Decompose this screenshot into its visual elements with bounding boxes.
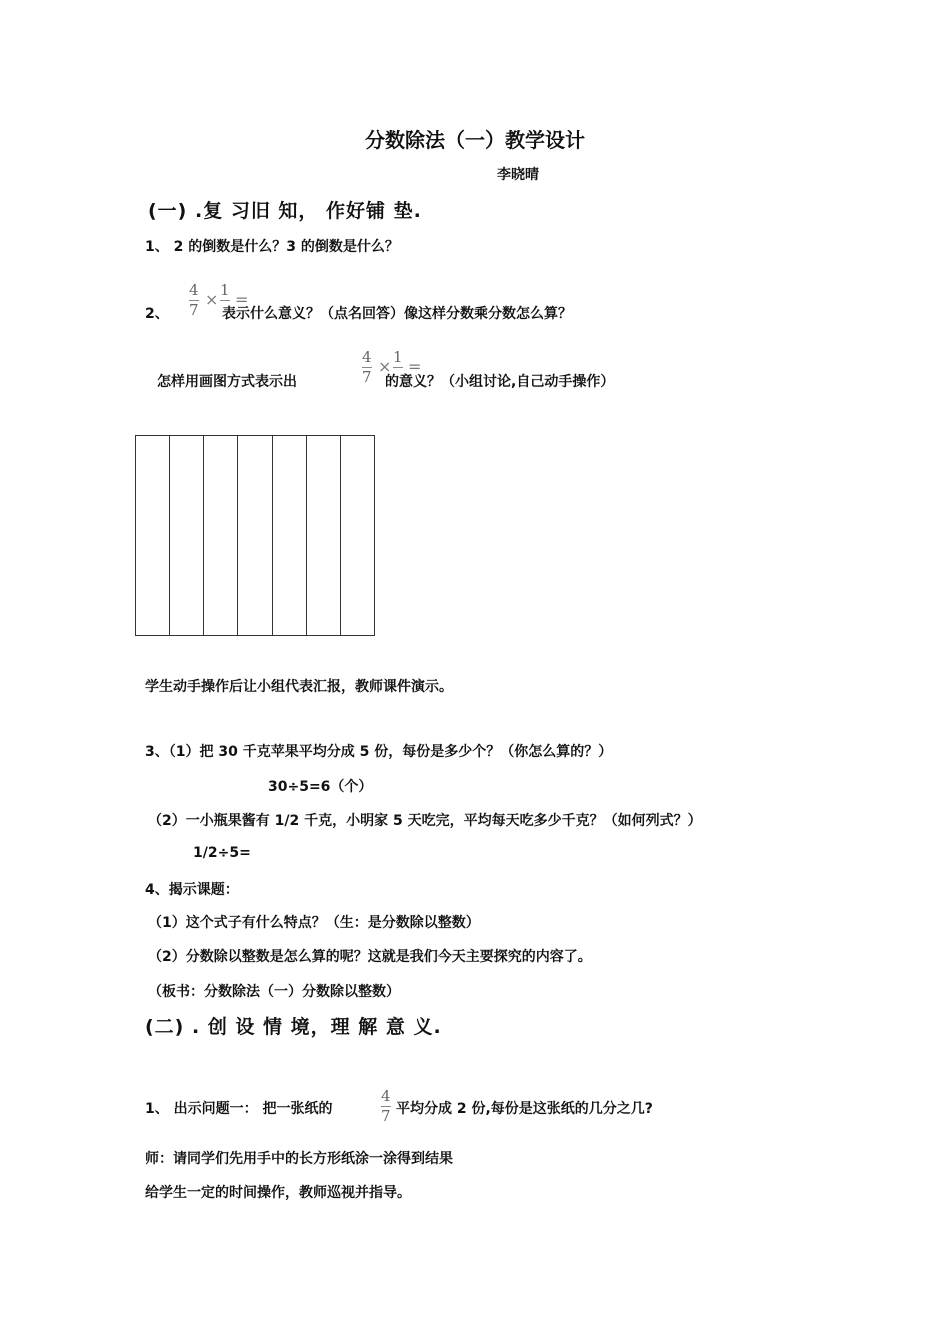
blackboard-note: （板书：分数除法（一）分数除以整数） — [148, 984, 400, 1000]
fraction-4-7 — [381, 1089, 391, 1124]
grid-column — [273, 436, 307, 635]
answer-3-2: 1/2÷5= — [193, 845, 251, 861]
times-sign: × — [378, 357, 392, 376]
question-3-1: 3、（1）把 30 千克苹果平均分成 5 份，每份是多少个？（你怎么算的？） — [145, 744, 613, 760]
author: 李晓晴 — [497, 167, 539, 183]
page-title: 分数除法（一）教学设计 — [365, 128, 585, 152]
question-2-text: 表示什么意义？（点名回答）像这样分数乘分数怎么算？ — [222, 306, 572, 322]
numerator: 4 — [362, 348, 372, 366]
teacher-instruction: 师：请同学们先用手中的长方形纸涂一涂得到结果 — [145, 1151, 453, 1167]
times-sign: × — [205, 290, 219, 309]
numerator: 4 — [189, 281, 199, 299]
numerator: 4 — [381, 1087, 391, 1105]
numerator: 1 — [393, 348, 403, 366]
equals-sign: = — [408, 357, 422, 376]
report-text: 学生动手操作后让小组代表汇报，教师课件演示。 — [145, 679, 453, 695]
question-4: 4、揭示课题： — [145, 882, 239, 898]
denominator: 7 — [189, 301, 199, 319]
paper-strip-diagram — [135, 435, 375, 636]
answer-3-1: 30÷5=6（个） — [268, 779, 373, 795]
grid-column — [341, 436, 374, 635]
fraction-1 — [393, 350, 403, 370]
question-3-2: （2）一小瓶果酱有 1/2 千克，小明家 5 天吃完，平均每天吃多少千克？（如何列式？） — [148, 813, 702, 829]
section-heading-1: (一) .复 习旧 知， 作好铺 垫. — [148, 200, 422, 222]
grid-column — [136, 436, 170, 635]
fraction-4-7 — [189, 283, 199, 318]
problem-1-prefix: 1、 出示问题一： 把一张纸的 — [145, 1101, 333, 1117]
grid-column — [238, 436, 272, 635]
numerator: 1 — [220, 281, 230, 299]
grid-column — [307, 436, 341, 635]
problem-1-text: 平均分成 2 份,每份是这张纸的几分之几? — [396, 1101, 653, 1117]
section-heading-2: (二) . 创 设 情 境，理 解 意 义. — [145, 1016, 442, 1038]
denominator: 7 — [381, 1107, 391, 1125]
question-1: 1、 2 的倒数是什么？3 的倒数是什么？ — [145, 239, 399, 255]
denominator: 7 — [362, 368, 372, 386]
fraction-1 — [220, 283, 230, 303]
grid-column — [204, 436, 238, 635]
guidance-text: 给学生一定的时间操作，教师巡视并指导。 — [145, 1185, 411, 1201]
question-4-2: （2）分数除以整数是怎么算的呢？这就是我们今天主要探究的内容了。 — [148, 949, 592, 965]
grid-column — [170, 436, 204, 635]
question-2b-text: 的意义？（小组讨论,自己动手操作） — [385, 374, 615, 390]
equals-sign: = — [235, 290, 249, 309]
question-2-number: 2、 — [145, 306, 169, 322]
fraction-4-7 — [362, 350, 372, 385]
question-2b-prefix: 怎样用画图方式表示出 — [157, 374, 297, 390]
question-4-1: （1）这个式子有什么特点？（生：是分数除以整数） — [148, 915, 480, 931]
